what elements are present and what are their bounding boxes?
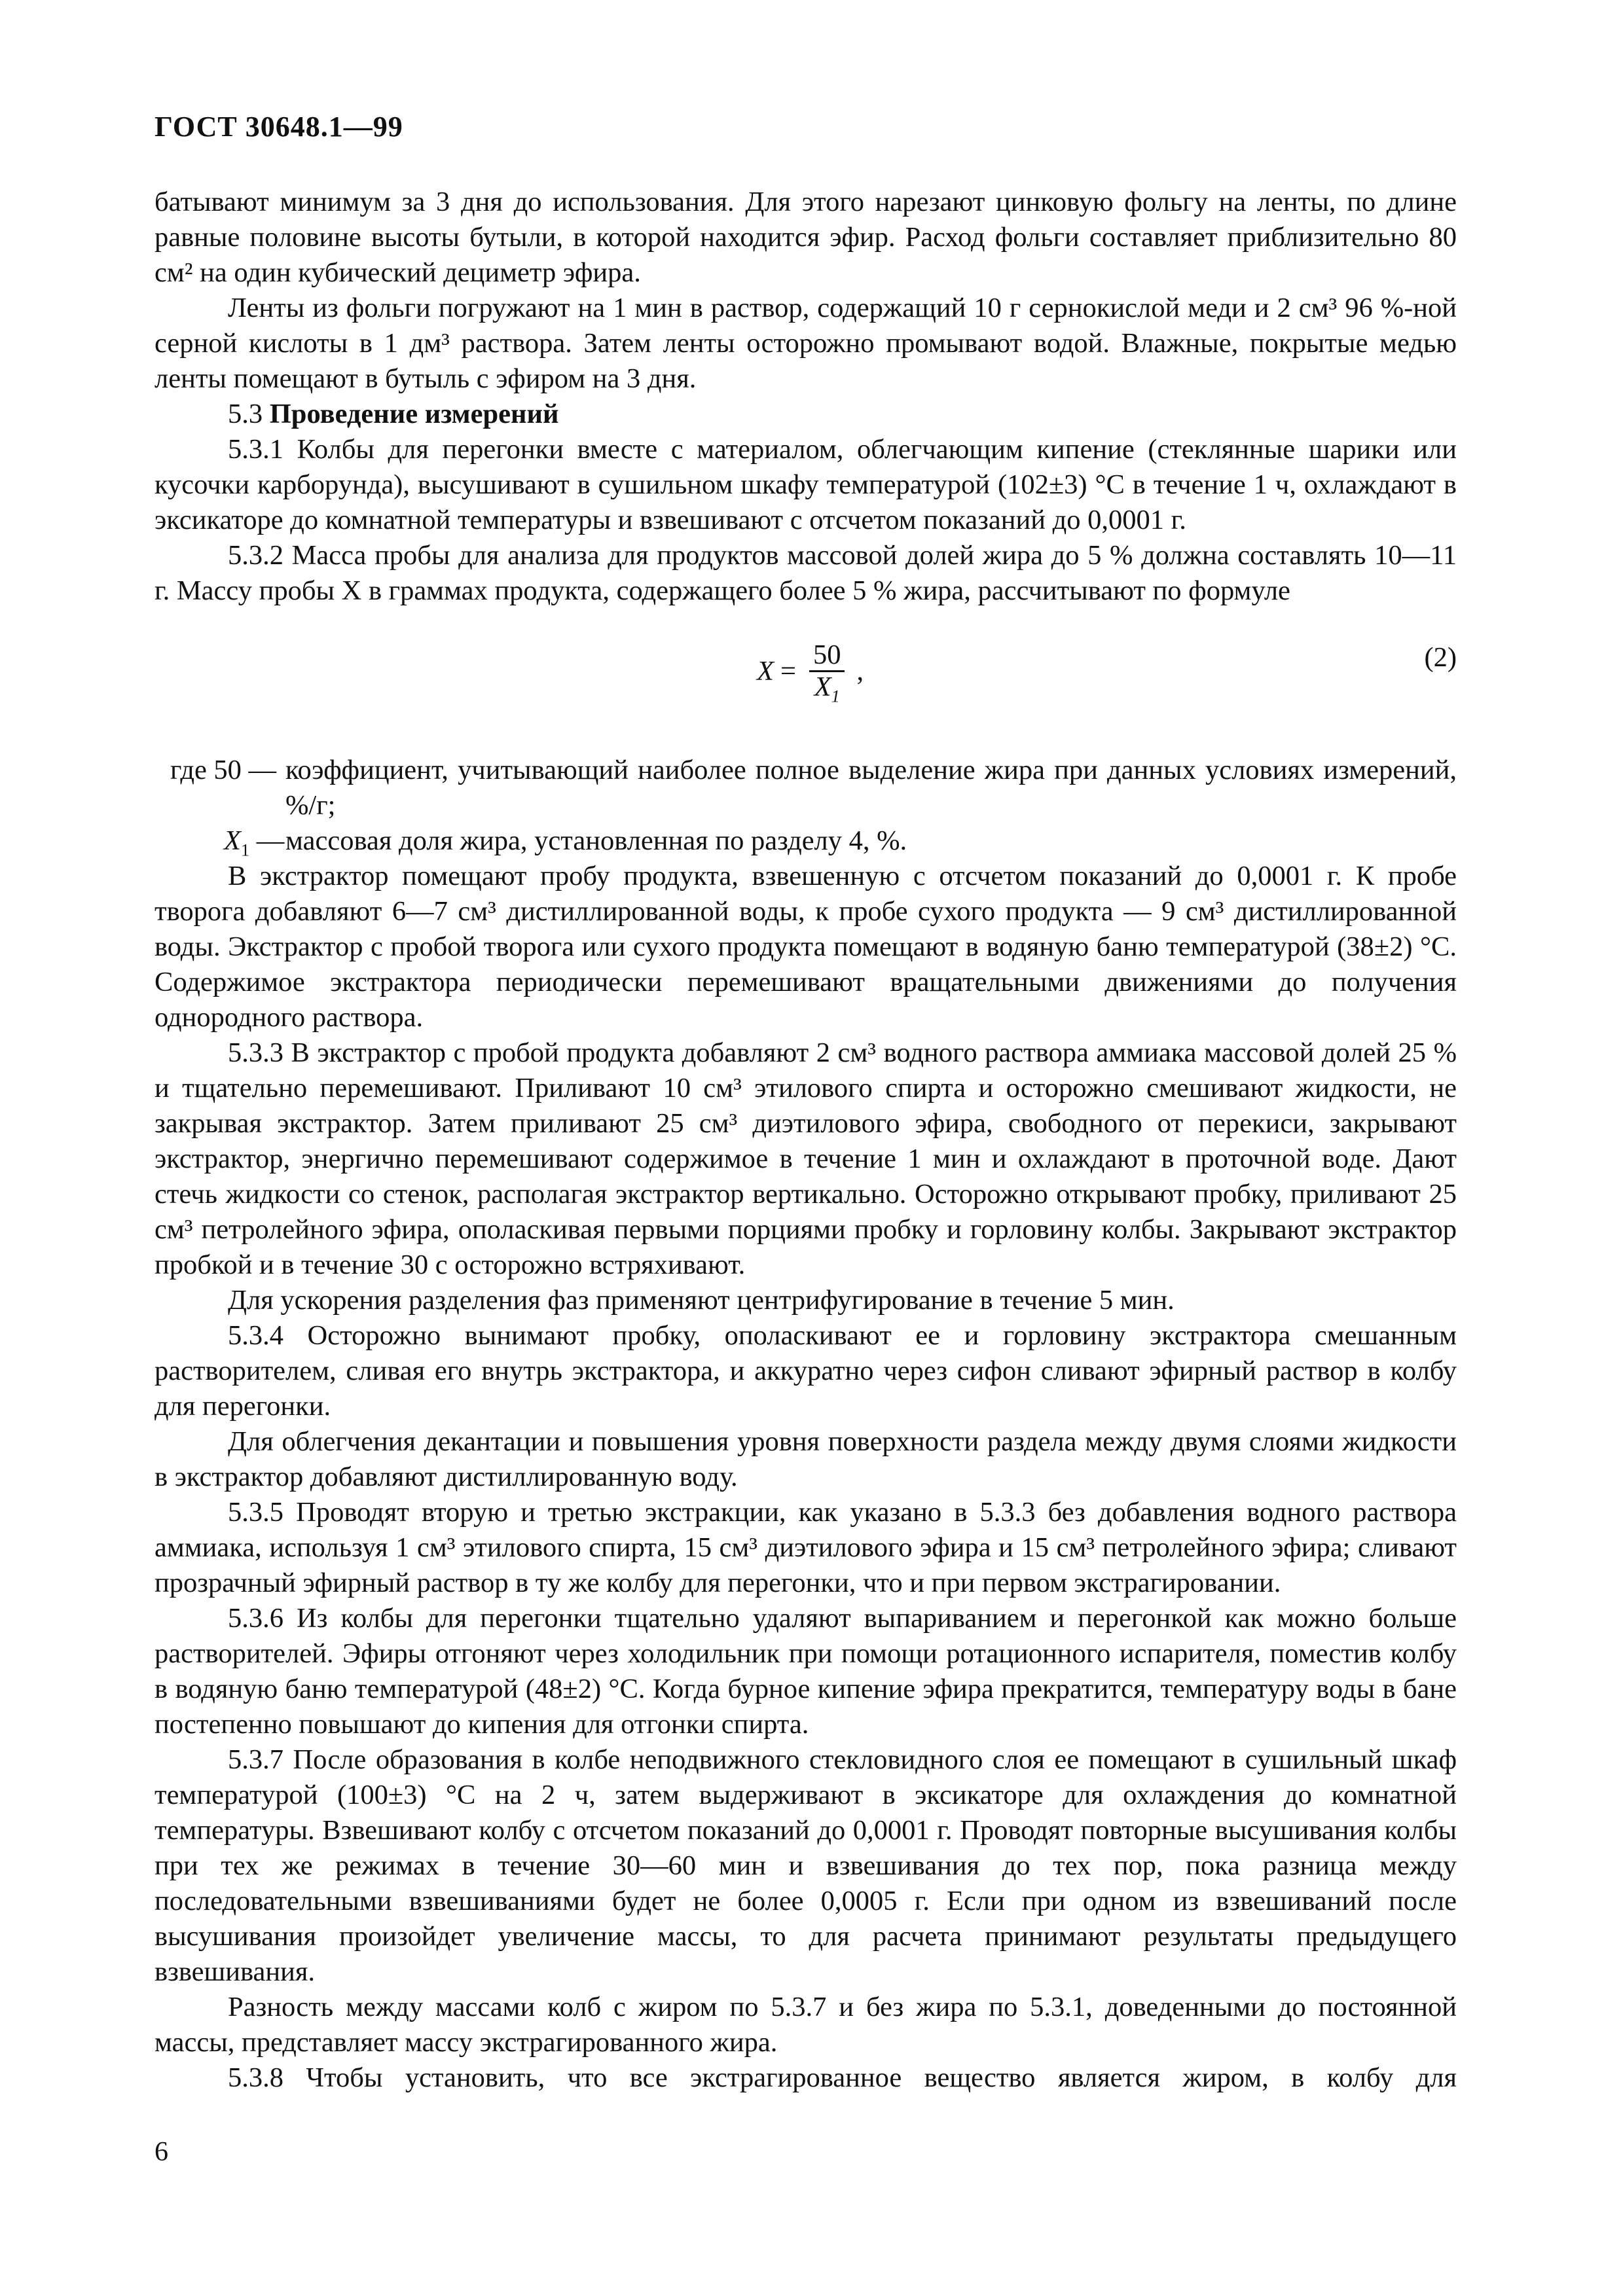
formula-comma: ,: [856, 655, 864, 687]
paragraph-zinc-foil-prep: батывают минимум за 3 дня до использования. Для этого нарезают цинковую фольгу на ленты, по длине равные половине высоты бутыли, в которой находится эфир. Расход фольги составляет приблизительно 80 см² на один кубический дециметр эфира.: [155, 187, 1457, 288]
legend-row1-text: коэффициент, учитывающий наиболее полное выделение жира при данных условиях измерений, %/г;: [285, 755, 1457, 821]
formula-number: (2): [1424, 642, 1457, 673]
section-title: Проведение измерений: [269, 399, 559, 429]
paragraph-5-3-7: 5.3.7 После образования в колбе неподвижного стекловидного слоя ее помещают в сушильный шкаф температурой (100±3) °С на 2 ч, затем выдерживают в эксикаторе для охлаждения до комнатной температуры. Взвешивают колбу с отсчетом показаний до 0,0001 г. Проводят повторные высушивания колбы при тех же режимах в течение 30—60 мин и взвешивания до тех пор, пока разница между последовательными взвешиваниями будет не более 0,0005 г. Если при одном из взвешиваний после высушивания произойдет увеличение массы, то для расчета принимают результаты предыдущего взвешивания.: [155, 1744, 1457, 1987]
section-heading-5-3: [155, 397, 1457, 432]
formula-equals: =: [780, 655, 796, 687]
page-number: 6: [155, 2137, 168, 2167]
paragraph-5-3-4: 5.3.4 Осторожно вынимают пробку, ополаскивают ее и горловину экстрактора смешанным растворителем, сливая его внутрь экстрактора, и аккуратно через сифон сливают эфирный раствор в колбу для перегонки.: [155, 1320, 1457, 1422]
paragraph-5-3-1: 5.3.1 Колбы для перегонки вместе с материалом, облегчающим кипение (стеклянные шарики или кусочки карборунда), высушивают в сушильном шкафу температурой (102±3) °С в течение 1 ч, охлаждают в эксикаторе до комнатной температуры и взвешивают с отсчетом показаний до 0,0001 г.: [155, 434, 1457, 535]
paragraph-sample-placement: В экстрактор помещают пробу продукта, взвешенную с отсчетом показаний до 0,0001 г. К пробе творога добавляют 6—7 см³ дистиллированной воды, к пробе сухого продукта — 9 см³ дистиллированной воды. Экстрактор с пробой творога или сухого продукта помещают в водяную баню температурой (38±2) °С. Содержимое экстрактора периодически перемешивают вращательными движениями до получения однородного раствора.: [155, 861, 1457, 1033]
paragraph-centrifuge: Для ускорения разделения фаз применяют центрифугирование в течение 5 мин.: [228, 1285, 1175, 1316]
paragraph-5-3-8: 5.3.8 Чтобы установить, что все экстрагированное вещество является жиром, в колбу для: [228, 2062, 1457, 2093]
legend-row2-text: массовая доля жира, установленная по разделу 4, %.: [285, 825, 907, 856]
legend-row1-symbol: где 50 —: [170, 755, 277, 785]
legend-row2-var: X: [224, 825, 241, 856]
standard-designation: ГОСТ 30648.1—99: [155, 111, 403, 143]
paragraph-foil-immersion: Ленты из фольги погружают на 1 мин в раствор, содержащий 10 г сернокислой меди и 2 см³ 96 %-ной серной кислоты в 1 дм³ раствора. Затем ленты осторожно промывают водой. Влажные, покрытые медью ленты помещают в бутыль с эфиром на 3 дня.: [155, 293, 1457, 394]
paragraph-5-3-3: 5.3.3 В экстрактор с пробой продукта добавляют 2 см³ водного раствора аммиака массовой долей 25 % и тщательно перемешивают. Приливают 10 см³ этилового спирта и осторожно смешивают жидкости, не закрывая экстрактор. Затем приливают 25 см³ диэтилового эфира, свободного от перекиси, закрывают экстрактор, энергично перемешивают содержимое в течение 1 мин и охлаждают в проточной воде. Дают стечь жидкости со стенок, располагая экстрактор вертикально. Осторожно открывают пробку, приливают 25 см³ петролейного эфира, ополаскивая первыми порциями пробку и горловину колбы. Закрывают экстрактор пробкой и в течение 30 с осторожно встряхивают.: [155, 1037, 1457, 1280]
formula: [757, 639, 864, 706]
paragraph-5-3-5: 5.3.5 Проводят вторую и третью экстракции, как указано в 5.3.3 без добавления водного раствора аммиака, используя 1 см³ этилового спирта, 15 см³ диэтилового эфира и 15 см³ петролейного эфира; сливают прозрачный эфирный раствор в ту же колбу для перегонки, что и при первом экстрагировании.: [155, 1497, 1457, 1598]
formula-denominator-symbol: X: [814, 672, 831, 702]
legend-row2-symbol: [170, 823, 285, 859]
formula-block: [155, 609, 1457, 753]
paragraph-5-3-2: 5.3.2 Масса пробы для анализа для продуктов массовой долей жира до 5 % должна составлять 10—11 г. Массу пробы X в граммах продукта, содержащего более 5 % жира, рассчитывают по формуле: [155, 540, 1457, 606]
formula-fraction: [809, 639, 845, 706]
legend-row2-subscript: 1: [240, 840, 250, 860]
paragraph-5-3-6: 5.3.6 Из колбы для перегонки тщательно удаляют выпариванием и перегонкой как можно больше растворителей. Эфиры отгоняют через холодильник при помощи ротационного испарителя, поместив колбу в водяную баню температурой (48±2) °С. Когда бурное кипение эфира прекратится, температуру воды в бане постепенно повышают до кипения для отгонки спирта.: [155, 1603, 1457, 1740]
formula-legend: [170, 753, 1457, 859]
paragraph-decantation: Для облегчения декантации и повышения уровня поверхности раздела между двумя слоями жидкости в экстрактор добавляют дистиллированную воду.: [155, 1426, 1457, 1492]
legend-row2-dash: —: [256, 825, 285, 856]
formula-numerator: 50: [809, 640, 845, 672]
formula-denominator: [811, 672, 844, 706]
document-body: [155, 185, 1457, 2096]
formula-lhs: X: [757, 655, 774, 687]
paragraph-mass-difference: Разность между массами колб с жиром по 5.3.7 и без жира по 5.3.1, доведенными до постоянной массы, представляет массу экстрагированного жира.: [155, 1992, 1457, 2058]
formula-denominator-subscript: 1: [831, 687, 840, 706]
section-number: 5.3: [228, 399, 263, 429]
